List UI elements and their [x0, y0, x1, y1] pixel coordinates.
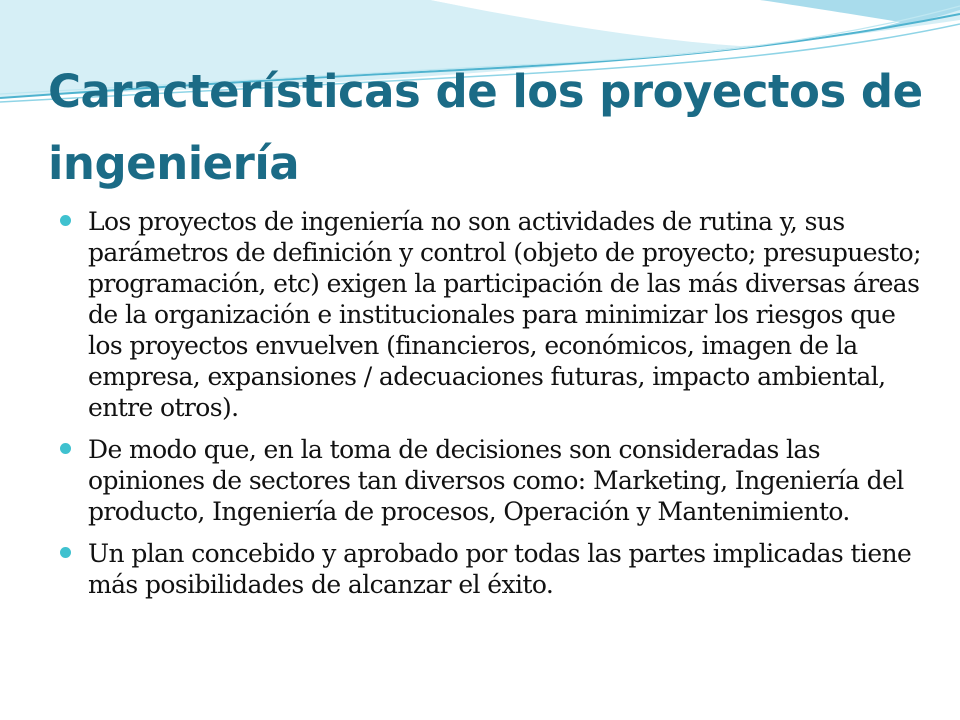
bullet-dot-icon [60, 547, 71, 558]
slide-title: Características de los proyectos de ingeniería [48, 65, 923, 190]
bullet-dot-icon [60, 443, 71, 454]
bullet-item [58, 538, 928, 600]
bullet-text: De modo que, en la toma de decisiones son consideradas las opiniones de sectores tan diversos como: Marketing, Ingeniería del producto, Ingeniería de procesos, Operación y Mantenimiento. [88, 435, 904, 526]
bullet-item [58, 206, 928, 423]
bullet-item [58, 434, 928, 527]
bullet-list [58, 206, 928, 611]
bullet-text: Los proyectos de ingeniería no son actividades de rutina y, sus parámetros de definición y control (objeto de proyecto; presupuesto; programación, etc) exigen la participación de las más diversas áreas de la organización e institucionales para minimizar los riesgos que los proyectos envuelven (financieros, económicos, imagen de la empresa, expansiones / adecuaciones futuras, impacto ambiental, entre otros). [88, 207, 921, 422]
bullet-text: Un plan concebido y aprobado por todas las partes implicadas tiene más posibilidades de alcanzar el éxito. [88, 539, 912, 599]
bullet-dot-icon [60, 215, 71, 226]
